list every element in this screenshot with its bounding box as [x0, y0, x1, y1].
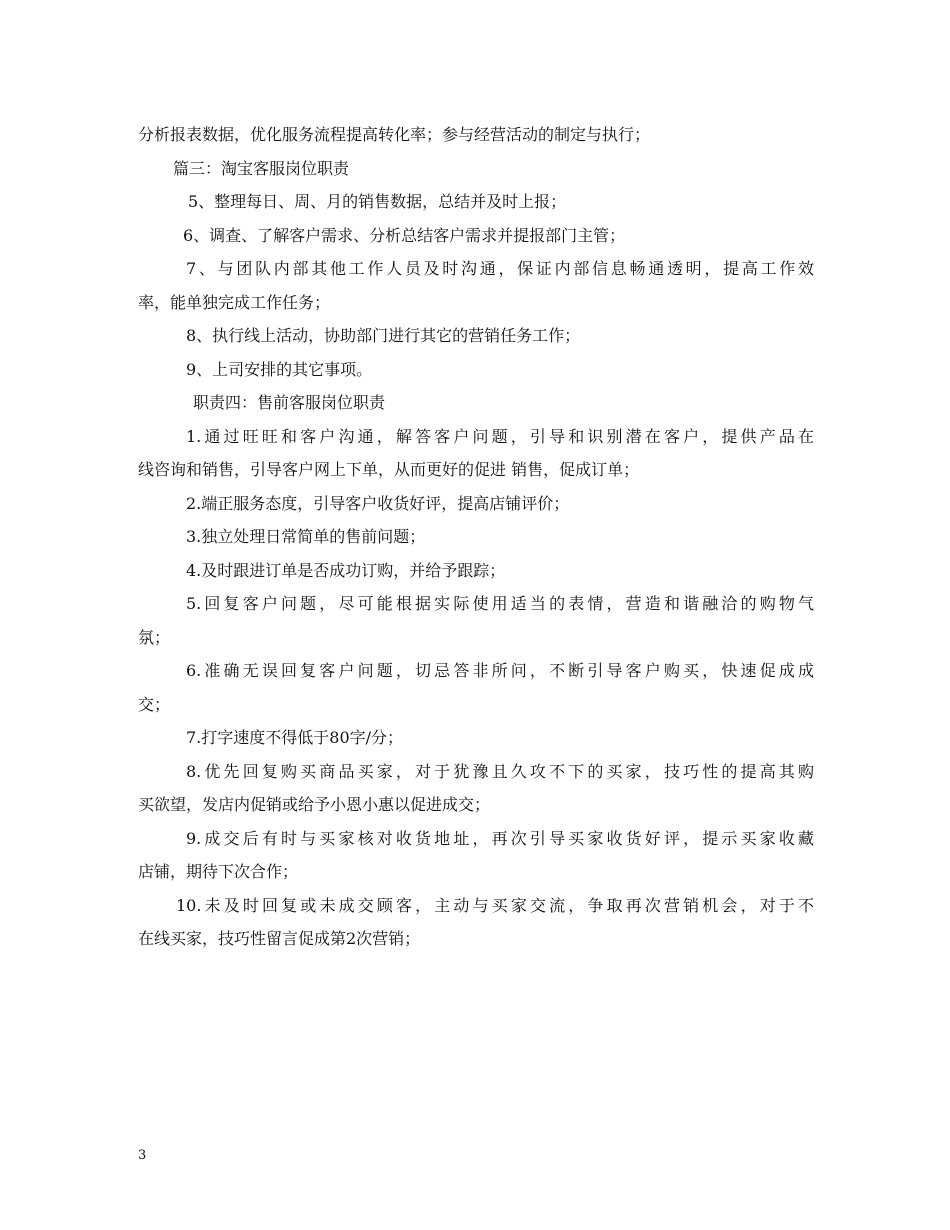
list-item: 9、上司安排的其它事项。: [186, 359, 373, 379]
text-line: 线咨询和销售，引导客户网上下单，从而更好的促进 销售，促成订单；: [138, 460, 640, 479]
text-line: 率，能单独完成工作任务；: [138, 292, 331, 312]
list-item: 8、执行线上活动，协助部门进行其它的营销任务工作；: [186, 326, 581, 345]
text-line: 交；: [138, 694, 171, 714]
text-line: 买欲望，发店内促销或给予小恩小惠以促进成交；: [138, 795, 491, 814]
text-line: 分析报表数据，优化服务流程提高转化率；参与经营活动的制定与执行；: [138, 125, 651, 144]
list-item: 8.优先回复购买商品买家，对于犹豫且久攻不下的买家，技巧性的提高其购: [186, 761, 814, 781]
text-line: 店铺，期待下次合作；: [138, 862, 299, 881]
list-item: 6.准确无误回复客户问题，切忌答非所问，不断引导客户购买，快速促成成: [186, 661, 814, 680]
list-item: 7.打字速度不得低于80字/分；: [186, 728, 404, 747]
list-item: 6、调查、了解客户需求、分析总结客户需求并提报部门主管；: [183, 225, 626, 245]
list-item: 2.端正服务态度，引导客户收货好评，提高店铺评价；: [186, 493, 570, 513]
list-item: 4.及时跟进订单是否成功订购，并给予跟踪；: [186, 560, 506, 580]
list-item: 5.回复客户问题，尽可能根据实际使用适当的表情，营造和谐融洽的购物气: [186, 594, 814, 613]
list-item: 7、与团队内部其他工作人员及时沟通，保证内部信息畅通透明，提高工作效: [186, 259, 814, 278]
list-item: 1.通过旺旺和客户沟通，解答客户问题，引导和识别潜在客户，提供产品在: [186, 426, 814, 446]
list-item: 3.独立处理日常简单的售前问题；: [186, 527, 426, 546]
text-line: 氛；: [138, 627, 171, 647]
list-item: 5、整理每日、周、月的销售数据，总结并及时上报；: [188, 192, 567, 211]
document-body: [138, 118, 814, 956]
section-heading: 篇三：淘宝客服岗位职责: [173, 158, 350, 178]
page-number: 3: [138, 1148, 147, 1163]
list-item: 10.未及时回复或未成交顾客，主动与买家交流，争取再次营销机会，对于不: [176, 895, 814, 915]
section-heading: 职责四：售前客服岗位职责: [193, 393, 386, 412]
text-line: 在线买家，技巧性留言促成第2次营销；: [138, 929, 421, 948]
list-item: 9.成交后有时与买家核对收货地址，再次引导买家收货好评，提示买家收藏: [186, 828, 814, 848]
